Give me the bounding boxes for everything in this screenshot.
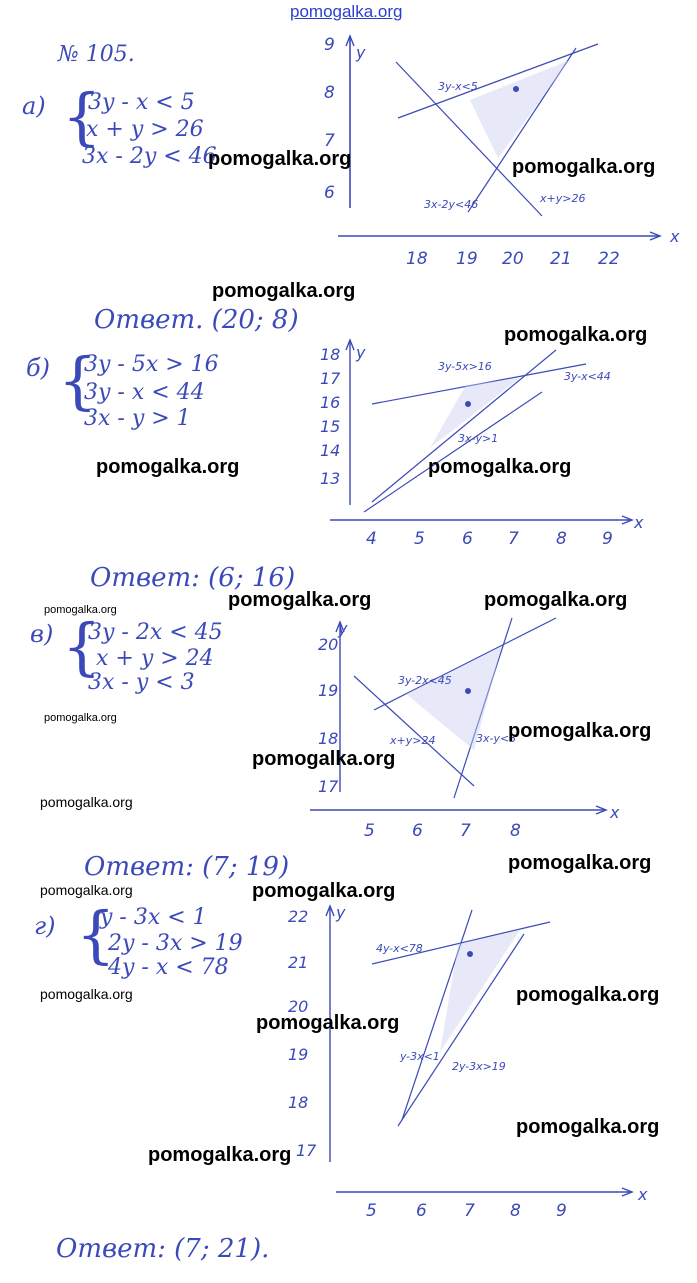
- site-header[interactable]: pomogalka.org: [290, 2, 403, 21]
- part-d-eq-2: 2y - 3x > 19: [108, 931, 243, 956]
- part-c-line-label-3: 3x-y<3: [476, 732, 517, 745]
- part-c-point: [465, 688, 471, 694]
- part-d-line-label-3: 2y-3x>19: [452, 1060, 506, 1073]
- part-c-label: в): [30, 620, 54, 648]
- part-b-line-label-1: 3y-5x>16: [438, 360, 492, 373]
- part-c-line-label-1: 3y-2x<45: [398, 674, 452, 687]
- part-b-ytick-4: 15: [320, 417, 341, 436]
- watermark: pomogalka.org: [40, 882, 133, 898]
- watermark: pomogalka.org: [40, 794, 133, 810]
- part-b-ytick-3: 16: [320, 393, 341, 412]
- part-b-xtick-5: 8: [556, 529, 567, 549]
- part-a-graph: [320, 28, 690, 278]
- part-d-ytick-2: 21: [288, 953, 309, 972]
- part-b-label: б): [26, 354, 51, 382]
- part-c-xtick-2: 6: [412, 821, 423, 841]
- part-a-label: а): [22, 92, 46, 120]
- part-d-ytick-5: 18: [288, 1093, 309, 1112]
- part-c-eq-3: 3x - y < 3: [88, 670, 195, 695]
- part-a-ytick-4: 6: [324, 183, 335, 203]
- part-b-line-label-2: 3y-x<44: [564, 370, 611, 383]
- part-c-line-label-2: x+y>24: [390, 734, 436, 747]
- part-a-point: [513, 86, 519, 92]
- watermark: pomogalka.org: [96, 456, 240, 478]
- part-b-ytick-6: 13: [320, 469, 341, 488]
- part-b-eq-2: 3y - x < 44: [84, 380, 205, 405]
- part-a-eq-2: x + y > 26: [86, 117, 204, 142]
- part-b-ytick-2: 17: [320, 369, 341, 388]
- watermark: pomogalka.org: [208, 148, 352, 170]
- part-c-y-axis-label: y: [338, 619, 348, 638]
- part-d-line-label-2: y-3x<1: [400, 1050, 440, 1063]
- watermark: pomogalka.org: [44, 712, 117, 724]
- part-a-xtick-2: 19: [456, 249, 478, 269]
- watermark: pomogalka.org: [252, 748, 396, 770]
- part-c-xtick-3: 7: [460, 821, 471, 841]
- part-c-ytick-1: 20: [318, 635, 339, 654]
- part-c-ytick-2: 19: [318, 681, 339, 700]
- part-a-line-label-1: 3y-x<5: [438, 80, 478, 93]
- part-d-x-axis-label: x: [638, 1185, 648, 1204]
- part-b-y-axis-label: y: [356, 343, 366, 362]
- part-d-ytick-4: 19: [288, 1045, 309, 1064]
- part-c-x-axis-label: x: [610, 803, 620, 822]
- part-a-ytick-1: 9: [324, 35, 335, 55]
- part-b-point: [465, 401, 471, 407]
- part-b-x-axis-label: x: [634, 513, 644, 532]
- part-b-line-label-3: 3x-y>1: [458, 432, 499, 445]
- watermark: pomogalka.org: [516, 1116, 660, 1138]
- part-c-answer: Ответ: (7; 19): [84, 852, 290, 882]
- part-d-point: [467, 951, 473, 957]
- part-a-shading: [470, 60, 570, 158]
- part-c-xtick-1: 5: [364, 821, 375, 841]
- part-a-line-label-3: x+y>26: [540, 192, 586, 205]
- part-d-ytick-6: 17: [296, 1141, 317, 1160]
- part-a-ytick-2: 8: [324, 83, 335, 103]
- part-a-eq-3: 3x - 2y < 46: [82, 144, 217, 169]
- part-d-xtick-3: 7: [464, 1201, 475, 1221]
- part-d-ytick-3: 20: [288, 997, 309, 1016]
- part-b-ytick-1: 18: [320, 345, 341, 364]
- part-d-eq-3: 4y - x < 78: [108, 955, 229, 980]
- part-d-xtick-4: 8: [510, 1201, 521, 1221]
- part-a-xtick-3: 20: [502, 249, 524, 269]
- part-c-eq-2: x + y > 24: [96, 646, 214, 671]
- part-a-x-axis-label: x: [670, 227, 680, 246]
- part-d-graph: [280, 900, 660, 1230]
- part-a-brace: {: [62, 80, 102, 153]
- watermark: pomogalka.org: [148, 1144, 292, 1166]
- part-c-brace: {: [62, 610, 102, 683]
- watermark: pomogalka.org: [212, 280, 356, 302]
- part-d-shading: [440, 930, 520, 1052]
- part-a-ytick-3: 7: [324, 131, 335, 151]
- watermark: pomogalka.org: [40, 986, 133, 1002]
- part-a-xtick-4: 21: [550, 249, 572, 269]
- watermark: pomogalka.org: [256, 1012, 400, 1034]
- part-b-xtick-6: 9: [602, 529, 613, 549]
- part-d-ytick-1: 22: [288, 907, 309, 926]
- part-d-xtick-2: 6: [416, 1201, 427, 1221]
- part-d-eq-1: y - 3x < 1: [100, 905, 207, 930]
- part-c-ytick-3: 18: [318, 729, 339, 748]
- part-a-xtick-1: 18: [406, 249, 428, 269]
- part-b-graph: [320, 330, 680, 550]
- part-b-xtick-4: 7: [508, 529, 519, 549]
- part-a-xtick-5: 22: [598, 249, 620, 269]
- watermark: pomogalka.org: [508, 720, 652, 742]
- part-d-xtick-5: 9: [556, 1201, 567, 1221]
- watermark: pomogalka.org: [508, 852, 652, 874]
- part-b-xtick-1: 4: [366, 529, 377, 549]
- part-d-brace: {: [76, 898, 116, 971]
- part-a-answer: Ответ. (20; 8): [94, 305, 299, 335]
- part-c-ytick-4: 17: [318, 777, 339, 796]
- part-b-eq-1: 3y - 5x > 16: [84, 352, 219, 377]
- problem-number: № 105.: [58, 42, 135, 67]
- part-b-answer: Ответ: (6; 16): [90, 563, 296, 593]
- part-d-xtick-1: 5: [366, 1201, 377, 1221]
- part-d-label: г): [34, 912, 56, 940]
- part-b-ytick-5: 14: [320, 441, 341, 460]
- part-a-y-axis-label: y: [356, 43, 366, 62]
- watermark: pomogalka.org: [44, 604, 117, 616]
- part-d-answer: Ответ: (7; 21).: [56, 1234, 270, 1264]
- watermark: pomogalka.org: [512, 156, 656, 178]
- watermark: pomogalka.org: [428, 456, 572, 478]
- part-c-xtick-4: 8: [510, 821, 521, 841]
- watermark: pomogalka.org: [252, 880, 396, 902]
- part-d-line-label-1: 4y-x<78: [376, 942, 423, 955]
- part-b-eq-3: 3x - y > 1: [84, 406, 191, 431]
- watermark: pomogalka.org: [484, 589, 628, 611]
- part-a-eq-1: 3y - x < 5: [88, 90, 195, 115]
- part-b-brace: {: [58, 344, 98, 417]
- watermark: pomogalka.org: [228, 589, 372, 611]
- watermark: pomogalka.org: [516, 984, 660, 1006]
- part-b-xtick-2: 5: [414, 529, 425, 549]
- part-d-y-axis-label: y: [336, 903, 346, 922]
- watermark: pomogalka.org: [504, 324, 648, 346]
- part-c-eq-1: 3y - 2x < 45: [88, 620, 223, 645]
- part-a-line-label-2: 3x-2y<46: [424, 198, 479, 211]
- part-b-xtick-3: 6: [462, 529, 473, 549]
